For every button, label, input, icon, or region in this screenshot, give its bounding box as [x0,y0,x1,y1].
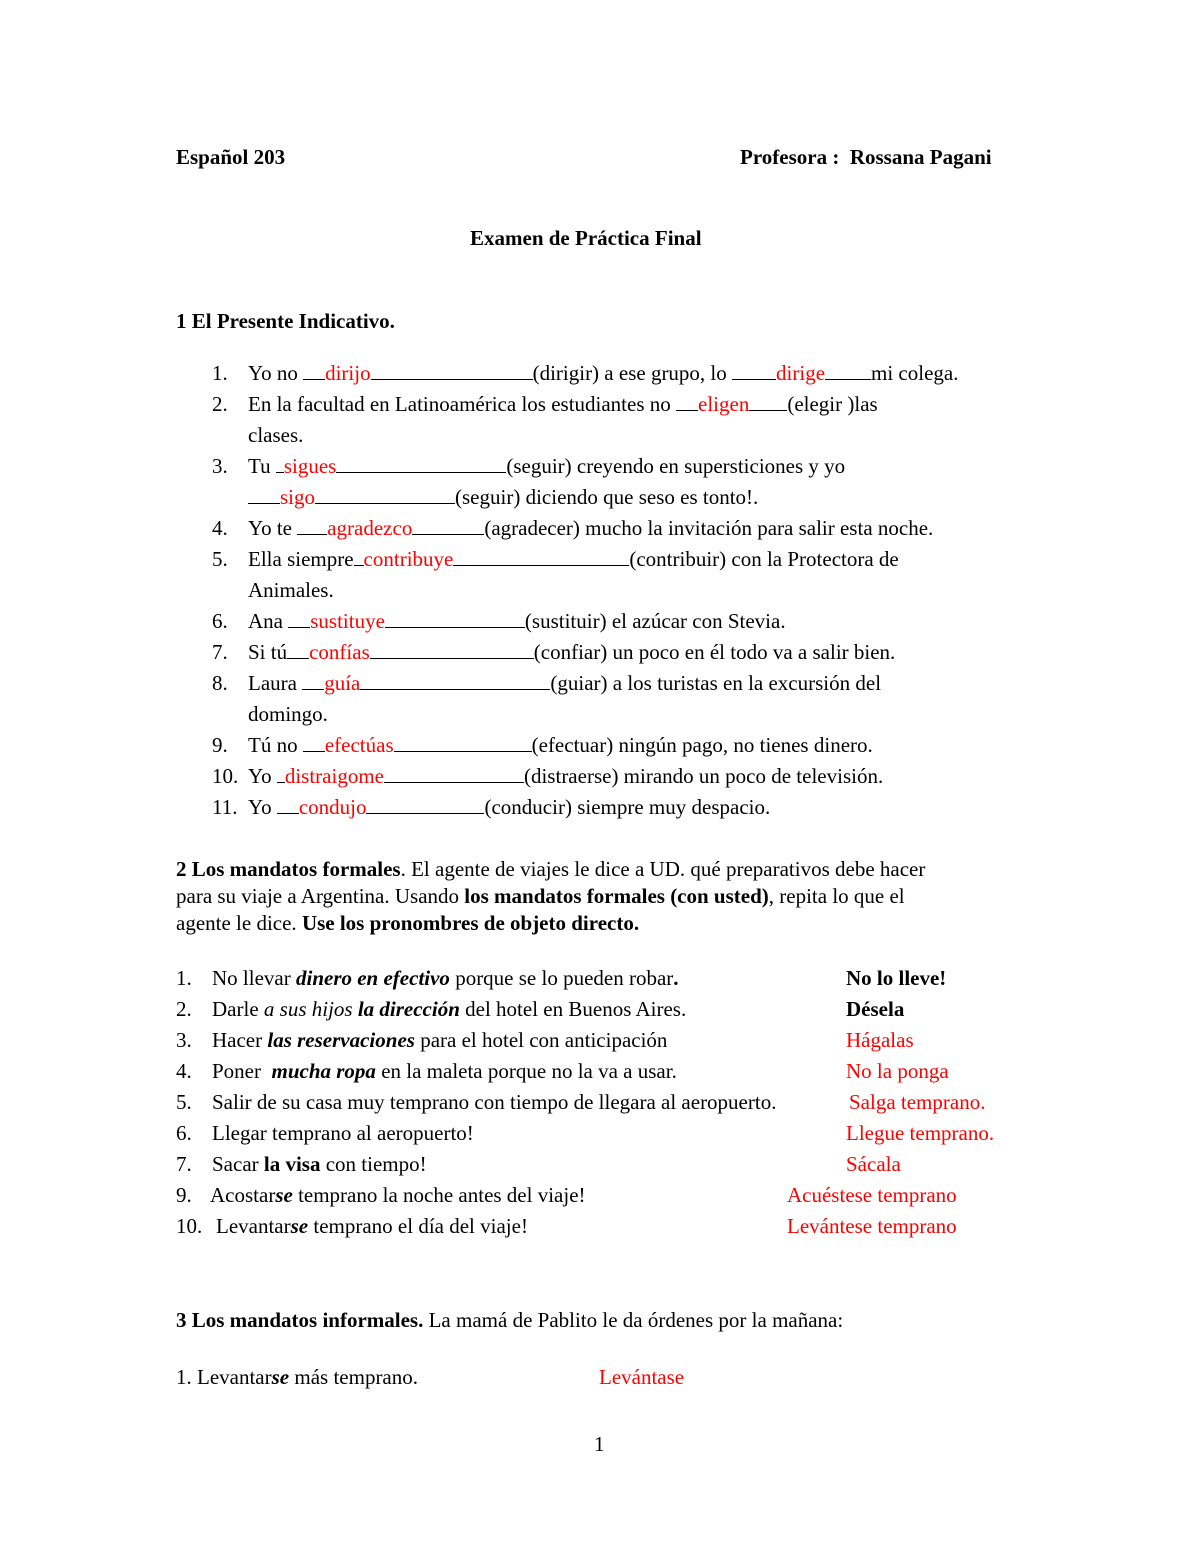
list-item: No llevar dinero en efectivo porque se lo pueden robar. [212,966,679,990]
list-item: Yo te agradezco (agradecer) mucho la invitación para salir esta noche. [248,516,934,540]
list-item: 1. Levantarse más temprano. [176,1365,419,1389]
list-item-num: 11. [212,795,238,819]
list-item-num: 2. [212,392,228,416]
list-item: Darle a sus hijos la dirección del hotel en Buenos Aires. [212,997,687,1021]
list-item: En la facultad en Latinoamérica los estudiantes no eligen (elegir )las [248,392,878,416]
list-item-num: 1. [176,966,192,990]
answer-text: efectúas [324,733,394,757]
answer-text: guía [324,671,361,695]
answer-text: dirige [776,361,826,385]
list-item: Llegar temprano al aeropuerto! [212,1121,474,1145]
list-item: Ana sustituye (sustituir) el azúcar con Stevia. [248,609,786,633]
answer-text: condujo [298,795,367,819]
list-item-num: 3. [212,454,228,478]
page-number: 1 [594,1432,605,1456]
list-item: Ella siempre contribuye (contribuir) con la Protectora de [248,547,899,571]
answer-text: sustituye [310,609,385,633]
answer-text: No la ponga [846,1059,949,1083]
answer-text: Levántese temprano [787,1214,957,1238]
list-item: Acostarse temprano la noche antes del viaje! [210,1183,586,1207]
list-item-num: 8. [212,671,228,695]
list-item-continuation: domingo. [248,702,328,726]
list-item: Yo condujo (conducir) siempre muy despacio. [248,795,771,819]
answer-text: sigo [280,485,316,509]
list-item: Laura guía (guiar) a los turistas en la excursión del [248,671,882,695]
list-item-num: 5. [212,547,228,571]
section2-intro-line1: 2 Los mandatos formales. El agente de viajes le dice a UD. qué preparativos debe hacer [176,857,926,881]
answer-text: eligen [698,392,750,416]
list-item: Tú no efectúas (efectuar) ningún pago, no tienes dinero. [248,733,873,757]
list-item-continuation: clases. [248,423,304,447]
list-item: Poner mucha ropa en la maleta porque no la va a usar. [212,1059,677,1083]
list-item: Yo distraigome (distraerse) mirando un poco de televisión. [248,764,884,788]
list-item: Sacar la visa con tiempo! [212,1152,427,1176]
list-item: Levantarse temprano el día del viaje! [216,1214,528,1238]
list-item-num: 6. [176,1121,192,1145]
list-item-num: 10. [176,1214,203,1238]
teacher-label: Profesora : [740,145,840,169]
section1-title: 1 El Presente Indicativo. [176,309,395,333]
section2-intro-line2: para su viaje a Argentina. Usando los mandatos formales (con usted), repita lo que el [176,884,905,908]
answer-text: Llegue temprano. [846,1121,995,1145]
section2-intro-line3: agente le dice. Use los pronombres de objeto directo. [176,911,640,935]
section3-title: 3 Los mandatos informales. [176,1308,424,1332]
list-item: Salir de su casa muy temprano con tiempo de llegara al aeropuerto. [212,1090,777,1114]
course-title: Español 203 [176,145,286,169]
list-item: Si tú confías (confiar) un poco en él todo va a salir bien. [248,640,896,664]
list-item-num: 7. [176,1152,192,1176]
list-item: Hacer las reservaciones para el hotel con anticipación [212,1028,668,1052]
exam-title: Examen de Práctica Final [470,226,702,250]
answer-text: distraigome [284,764,384,788]
list-item-num: 4. [212,516,228,540]
list-item-continuation: sigo (seguir) diciendo que seso es tonto!. [248,487,758,508]
answer-text: sigues [283,454,337,478]
answer-text: Salga temprano. [849,1090,986,1114]
answer-text: Sácala [846,1152,901,1176]
list-item-continuation: Animales. [248,578,334,602]
list-item-num: 6. [212,609,228,633]
list-item-num: 10. [212,764,239,788]
list-item-num: 9. [176,1183,192,1207]
answer-text: agradezco [327,516,413,540]
answer-text: Levántase [599,1365,685,1389]
list-item: Tu sigues (seguir) creyendo en supersticiones y yo [248,454,846,478]
answer-text: confías [309,640,370,664]
teacher-line [740,147,992,168]
list-item-num: 9. [212,733,228,757]
list-item-num: 3. [176,1028,192,1052]
answer-text: Hágalas [846,1028,914,1052]
answer-text: Acuéstese temprano [787,1183,957,1207]
answer-text: contribuye [363,547,454,571]
section2-title: 2 Los mandatos formales [176,857,401,881]
teacher-name: Rossana Pagani [849,145,992,169]
answer-text: Désela [846,997,905,1021]
list-item-num: 7. [212,640,228,664]
answer-text: No lo lleve! [846,966,947,990]
list-item-num: 2. [176,997,192,1021]
list-item-num: 4. [176,1059,192,1083]
list-item-num: 5. [176,1090,192,1114]
list-item-num: 1. [212,361,228,385]
list-item: Yo no dirijo (dirigir) a ese grupo, lo dirige mi colega. [248,361,959,385]
answer-text: dirijo [325,361,371,385]
section3-intro: 3 Los mandatos informales. La mamá de Pablito le da órdenes por la mañana: [176,1308,844,1332]
